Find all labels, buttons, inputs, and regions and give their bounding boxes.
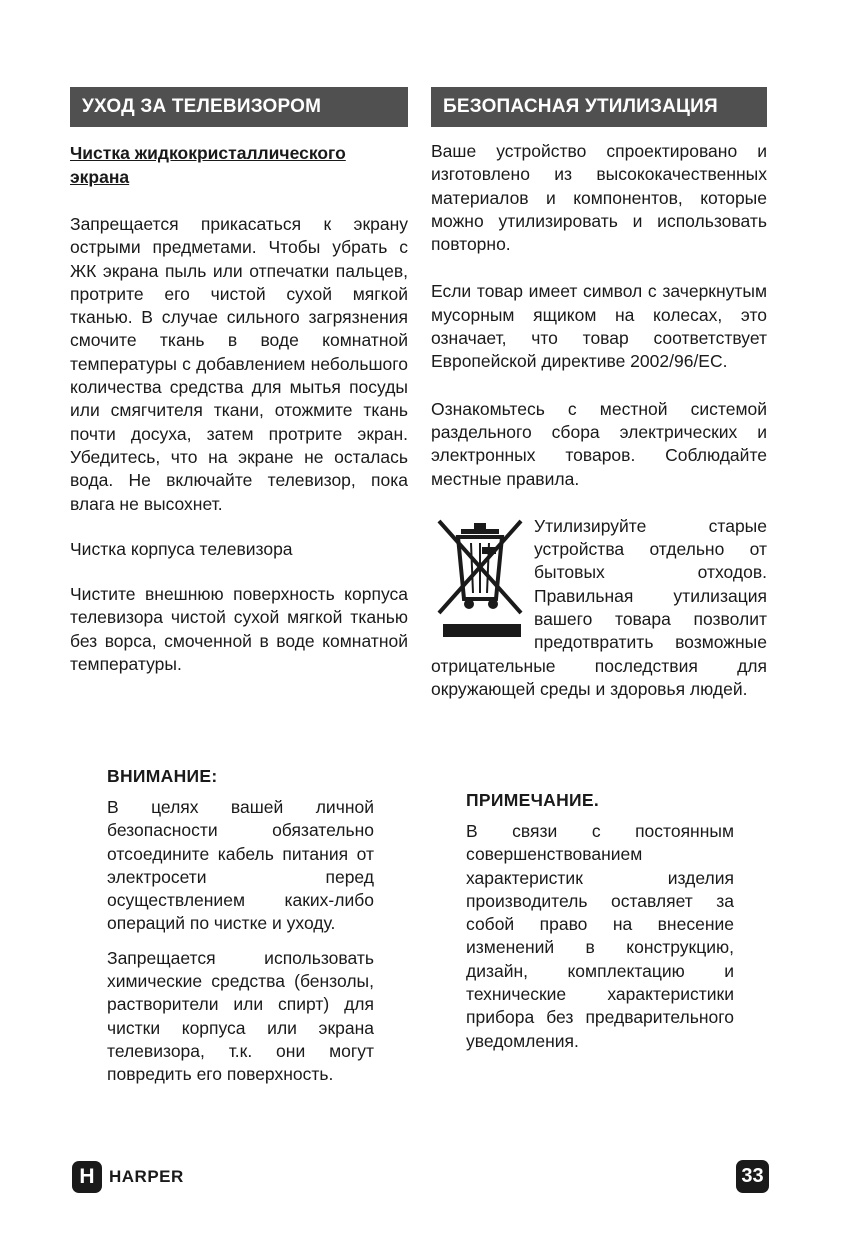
note-box (466, 789, 734, 1064)
left-column (70, 87, 408, 676)
paragraph-body-cleaning: Чистите внешнюю поверхность корпуса телевизора чистой сухой мягкой тканью без ворса, смоченной в воде комнатной температуры. (70, 584, 408, 675)
warning-title: ВНИМАНИЕ: (107, 766, 218, 786)
subheading-lcd-cleaning: Чистка жидкокристаллического экрана (70, 143, 346, 187)
crossed-bin-icon (431, 513, 526, 643)
warning-paragraph-1: В целях вашей личной безопасности обязательно отсоедините кабель питания от электросети перед осуществлением каких-либо операций по чистке и уходу. (107, 797, 374, 934)
section-header-tv-care: УХОД ЗА ТЕЛЕВИЗОРОМ (70, 87, 408, 127)
brand-name: HARPER (109, 1167, 184, 1186)
paragraph-weee-symbol: Если товар имеет символ с зачеркнутым мусорным ящиком на колесах, это означает, что товар соответствует Европейской директиве 2002/96/EC. (431, 281, 767, 372)
section-header-disposal: БЕЗОПАСНАЯ УТИЛИЗАЦИЯ (431, 87, 767, 127)
page-number: 33 (736, 1160, 769, 1193)
brand-logo (72, 1161, 184, 1193)
paragraph-materials: Ваше устройство спроектировано и изготовлено из высококачественных материалов и компонентов, которые можно утилизировать и использовать повторно. (431, 141, 767, 255)
warning-box (107, 765, 374, 1098)
paragraph-body-cleaning-title: Чистка корпуса телевизора (70, 538, 293, 559)
note-paragraph: В связи с постоянным совершенствованием характеристик изделия производитель оставляет за собой право на внесение изменений в конструкцию, дизайн, комплектацию и технические характеристики прибора без предварительного уведомления. (466, 821, 734, 1051)
paragraph-dispose-separately: Утилизируйте старые устройства отдельно от бытовых отходов. Правильная утилизация вашего товара позволит предотвратить возможные отрицательные последствия для окружающей среды и здоровья людей. (431, 515, 767, 699)
right-column (431, 87, 767, 701)
note-title: ПРИМЕЧАНИЕ. (466, 790, 600, 810)
logo-mark: H (72, 1161, 102, 1193)
paragraph-screen-cleaning: Запрещается прикасаться к экрану острыми предметами. Чтобы убрать с ЖК экрана пыль или отпечатки пальцев, протрите его чистой сухой мягкой тканью. В случае сильного загрязнения смочите ткань в воде комнатной температуры с добавлением небольшого количества средства для мытья посуды или смягчителя ткани, отожмите ткань почти досуха, затем протрите экран. Убедитесь, что на экране не осталась вода. Не включайте телевизор, пока влага не высохнет. (70, 214, 408, 514)
warning-paragraph-2: Запрещается использовать химические средства (бензолы, растворители или спирт) для чистки корпуса или экрана телевизора, т.к. они могут повредить его поверхность. (107, 947, 374, 1085)
weee-block (431, 515, 767, 701)
paragraph-local-rules: Ознакомьтесь с местной системой раздельного сбора электрических и электронных товаров. Соблюдайте местные правила. (431, 398, 767, 489)
